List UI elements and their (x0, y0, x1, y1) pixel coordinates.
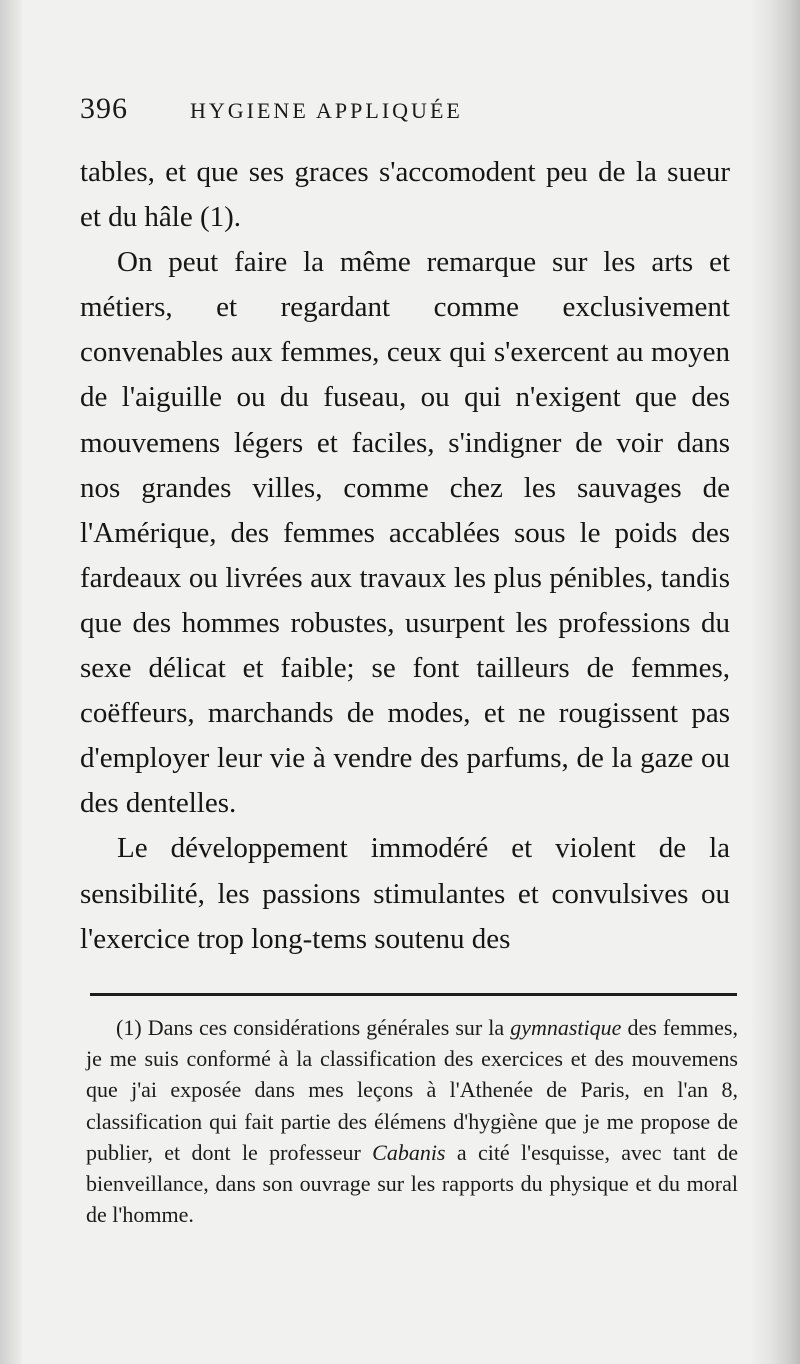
footnote-middle: des femmes, je me suis conformé à la classification des exercices et des mouvemens que j'ai exposée dans mes leçons à l'Athenée de Paris, en l'an 8, classification qui fait partie des élémens d'hygiène que je me propose de publier, et dont le professeur (86, 1015, 738, 1165)
page-number: 396 (80, 92, 128, 125)
paragraph-arts-metiers: On peut faire la même remarque sur les arts et métiers, et regardant comme exclusivement convenables aux femmes, ceux qui s'exercent au moyen de l'aiguille ou du fuseau, ou qui n'exigent que des mouvemens légers et faciles, s'indigner de voir dans nos grandes villes, comme chez les sauvages de l'Amérique, des femmes accablées sous le poids des fardeaux ou livrées aux travaux les plus pénibles, tandis que des hommes robustes, usurpent les professions du sexe délicat et faible; se font tailleurs de femmes, coëffeurs, marchands de modes, et ne rougissent pas d'employer leur vie à vendre des parfums, de la gaze ou des dentelles. (80, 246, 730, 820)
page-edge-shadow (752, 0, 800, 1364)
footnote-rule (90, 993, 737, 996)
footnote-italic-name: Cabanis (372, 1139, 446, 1165)
footnote-italic-term: gymnastique (510, 1015, 622, 1040)
running-header (80, 92, 640, 126)
main-text (80, 150, 730, 962)
footnote-tail: a cité l'esquisse, avec tant de bienveillance, dans son ouvrage sur les rapports du physique et du moral de l'homme. (86, 1139, 739, 1228)
footnote (86, 1012, 738, 1230)
footnote-paragraph (86, 1012, 738, 1230)
paragraph-continued: tables, et que ses graces s'accomodent peu de la sueur et du hâle (1). (80, 156, 730, 234)
page-gutter (0, 0, 22, 1364)
footnote-lead: (1) Dans ces considérations générales sur la (116, 1015, 511, 1040)
running-title: HYGIENE APPLIQUÉE (190, 98, 463, 123)
paragraph-developpement: Le développement immodéré et violent de la sensibilité, les passions stimulantes et convulsives ou l'exercice trop long-tems soutenu des (80, 832, 730, 955)
